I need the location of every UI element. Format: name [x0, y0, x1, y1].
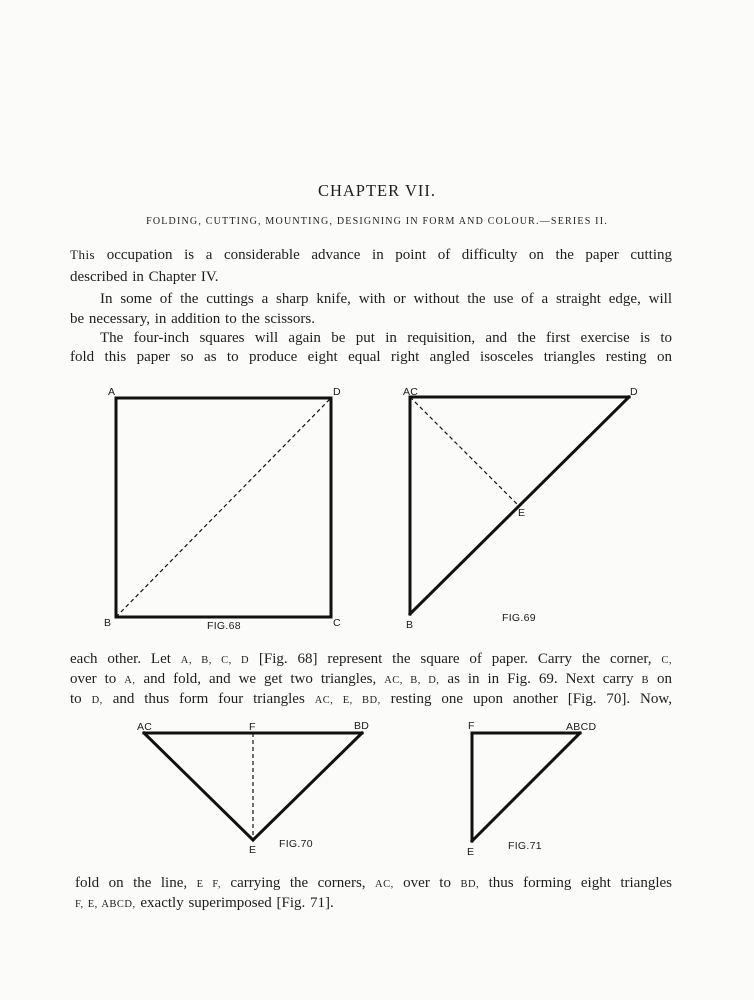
intro-line-5: The four-inch squares will again be put in requisition, and the first exercise is to — [100, 330, 672, 346]
middle-line-1: each other. Let A, B, C, D [Fig. 68] represent the square of paper. Carry the corner, C, — [70, 651, 672, 667]
fig69-fold-line — [410, 397, 519, 506]
fig70-edge-left — [144, 733, 253, 840]
chapter-subtitle: FOLDING, CUTTING, MOUNTING, DESIGNING IN FORM AND COLOUR.—SERIES II. — [146, 216, 608, 227]
fig70-caption: FIG.70 — [279, 838, 313, 850]
closing-line-1: fold on the line, E F, carrying the corners, AC, over to BD, thus forming eight triangles — [75, 875, 672, 891]
middle-line-2: over to A, and fold, and we get two triangles, AC, B, D, as in in Fig. 69. Next carry B on — [70, 671, 672, 687]
fig69-label-b: B — [406, 619, 414, 631]
fig68-label-a: A — [108, 386, 116, 398]
intro-line-2: described in Chapter IV. — [70, 269, 219, 285]
fig69-label-ac: AC — [403, 386, 419, 398]
fig71-label-f: F — [468, 720, 475, 732]
fig71-label-abcd: ABCD — [566, 721, 597, 733]
fig70-label-e: E — [249, 844, 257, 856]
intro-line-1: This occupation is a considerable advance in point of difficulty on the paper cutting — [70, 247, 672, 263]
fig69-label-d: D — [630, 386, 638, 398]
fig71-label-e: E — [467, 846, 475, 858]
fig71-caption: FIG.71 — [508, 840, 542, 852]
intro-line-3: In some of the cuttings a sharp knife, with or without the use of a straight edge, will — [100, 291, 672, 307]
fig68-label-c: C — [333, 617, 341, 629]
intro-line-4: be necessary, in addition to the scissors. — [70, 311, 315, 327]
fig70-label-f: F — [249, 721, 256, 733]
fig68-label-d: D — [333, 386, 341, 398]
fig69-edge-hypotenuse — [410, 397, 629, 614]
middle-line-3: to D, and thus form four triangles AC, E, BD, resting one upon another [Fig. 70]. Now, — [70, 691, 672, 707]
closing-line-2: F, E, ABCD, exactly superimposed [Fig. 71]. — [75, 895, 334, 911]
fig70-label-bd: BD — [354, 720, 370, 732]
fig71-edge-hypotenuse — [472, 733, 580, 841]
chapter-title: CHAPTER VII. — [317, 181, 437, 200]
fig68-diagonal-fold — [116, 398, 331, 617]
fig70-edge-right — [253, 733, 362, 840]
fig69-label-e: E — [518, 507, 526, 519]
fig69-caption: FIG.69 — [502, 612, 536, 624]
fig70-label-ac: AC — [137, 721, 153, 733]
fig68-label-b: B — [104, 617, 112, 629]
fig68-caption: FIG.68 — [207, 620, 241, 632]
intro-line-6: fold this paper so as to produce eight equal right angled isosceles triangles resting on — [70, 349, 672, 365]
